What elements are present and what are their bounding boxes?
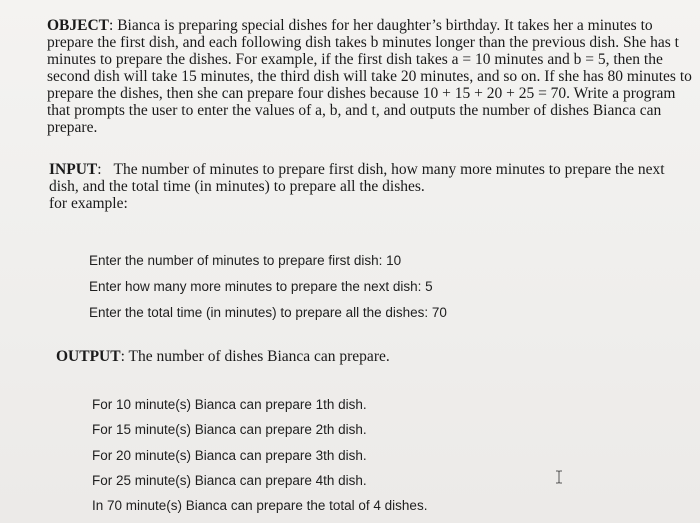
object-label: OBJECT	[47, 17, 110, 34]
object-line-5: prepare the dishes, then she can prepare four dishes because 10 + 15 + 20 + 25 = 70. Write a program	[47, 85, 676, 102]
object-line-6: that prompts the user to enter the values of a, b, and t, and outputs the number of dishes Bianca can	[47, 102, 662, 119]
sample-output-line-3: For 20 minute(s) Bianca can prepare 3th dish.	[92, 447, 367, 463]
object-line-4: second dish will take 15 minutes, the third dish will take 20 minutes, and so on. If she has 80 minutes to	[47, 68, 692, 85]
output-section	[56, 348, 390, 365]
sample-input-line-3: Enter the total time (in minutes) to prepare all the dishes: 70	[89, 305, 447, 320]
input-label: INPUT	[49, 161, 98, 178]
input-line-1: INPUT: The number of minutes to prepare first dish, how many more minutes to prepare the next	[49, 161, 665, 178]
object-line-3: minutes to prepare the dishes. For example, if the first dish takes a = 10 minutes and b = 5, then the	[47, 51, 663, 68]
sample-output-line-1: For 10 minute(s) Bianca can prepare 1th dish.	[92, 397, 367, 412]
output-label: OUTPUT	[56, 348, 121, 365]
sample-output-line-2: For 15 minute(s) Bianca can prepare 2th dish.	[92, 422, 367, 438]
output-text: : The number of dishes Bianca can prepare.	[120, 348, 390, 365]
sample-input-line-2: Enter how many more minutes to prepare the next dish: 5	[89, 279, 433, 294]
object-text-1: : Bianca is preparing special dishes for her daughter’s birthday. It takes her a minutes to	[109, 17, 653, 34]
input-line-3: for example:	[49, 195, 128, 212]
sample-input-block	[89, 252, 447, 330]
object-line-7: prepare.	[47, 119, 98, 136]
object-line-2: prepare the first dish, and each following dish takes b minutes longer than the previous dish. She has t	[47, 34, 679, 51]
sample-input-line-1: Enter the number of minutes to prepare first dish: 10	[89, 253, 402, 268]
input-text-1: The number of minutes to prepare first dish, how many more minutes to prepare the next	[113, 161, 665, 178]
text-cursor-icon	[555, 470, 563, 484]
input-line-2: dish, and the total time (in minutes) to prepare all the dishes.	[49, 178, 425, 195]
sample-output-line-5: In 70 minute(s) Bianca can prepare the total of 4 dishes.	[92, 498, 428, 514]
sample-output-line-4: For 25 minute(s) Bianca can prepare 4th dish.	[92, 472, 367, 488]
output-line	[56, 348, 390, 365]
input-section	[49, 161, 700, 212]
object-line-1	[47, 17, 700, 34]
sample-output-block	[92, 396, 427, 522]
object-section	[47, 17, 700, 136]
